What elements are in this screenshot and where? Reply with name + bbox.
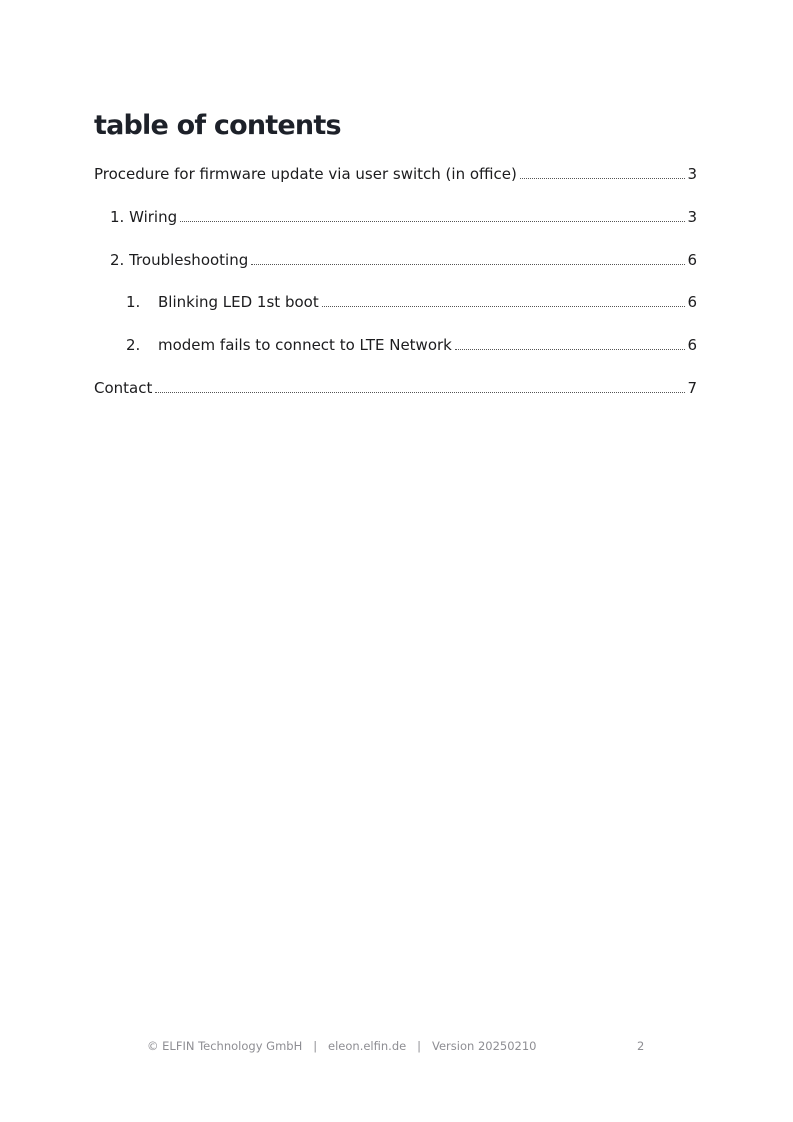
footer-text: © ELFIN Technology GmbH | eleon.elfin.de | Version 20250210 [147,1039,537,1053]
toc-page-number: 6 [687,336,697,354]
toc-page-number: 3 [687,208,697,226]
toc-entry-number: 2. [110,251,125,269]
toc-dot-leader [155,391,685,393]
toc-dot-leader [520,177,686,179]
toc-entry-title: Blinking LED 1st boot [158,293,319,311]
toc-dot-leader [322,305,686,307]
toc-entry-title: Contact [94,379,153,397]
toc-entry-blinking-led[interactable] [126,289,697,311]
toc-page-number: 7 [687,379,697,397]
toc-page-number: 6 [687,251,697,269]
toc-entry-number: 1. [126,293,141,311]
page-footer [147,1039,647,1053]
toc-entry-title: Procedure for firmware update via user switch (in office) [94,165,517,183]
toc-entry-wiring[interactable] [110,204,697,226]
toc-entry-modem-lte[interactable] [126,332,697,354]
toc-entry-contact[interactable] [94,375,697,397]
toc-page-number: 6 [687,293,697,311]
toc-entry-number: 1. [110,208,125,226]
toc-entry-troubleshooting[interactable] [110,247,697,269]
toc-page-number: 3 [687,165,697,183]
toc-dot-leader [455,348,686,350]
footer-page-number: 2 [637,1039,645,1053]
toc-entry-title: Troubleshooting [129,251,249,269]
toc-entry-firmware-update[interactable] [94,161,697,183]
toc-dot-leader [251,263,685,265]
toc-dot-leader [180,220,685,222]
page-title: table of contents [94,110,341,141]
toc-entry-number: 2. [126,336,141,354]
toc-entry-title: Wiring [129,208,178,226]
toc-entry-title: modem fails to connect to LTE Network [158,336,452,354]
